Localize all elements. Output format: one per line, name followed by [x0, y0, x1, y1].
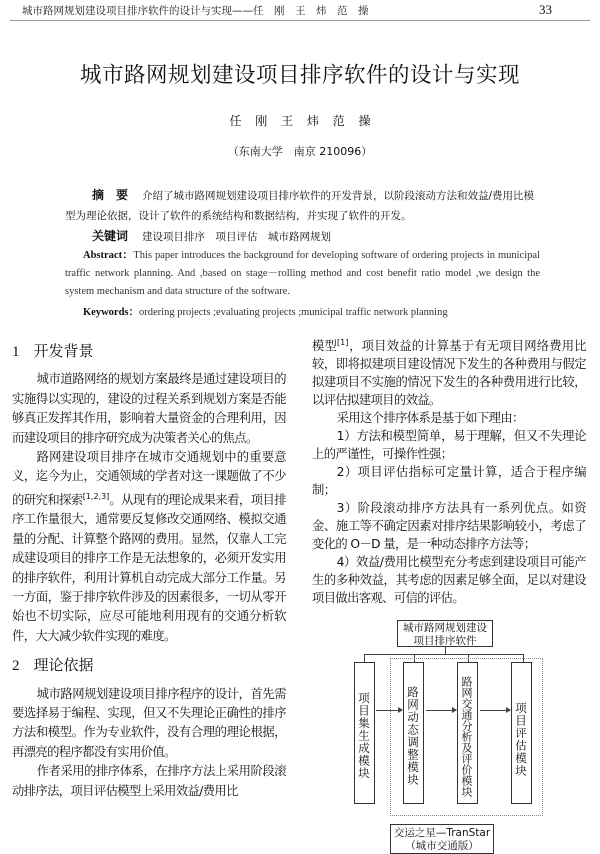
- header-rule: [10, 20, 590, 21]
- paragraph: 城市道路网络的规划方案最终是通过建设项目的实施得以实现的，建设的过程关系到规划方案是否能够真正发挥其作用，影响着大量资金的合理利用，因而建设项目的排序研究成为决策者关心的焦点。: [12, 372, 286, 445]
- left-column: [12, 342, 286, 801]
- paragraph: 路网建设项目排序在城市交通规划中的重要意义，迄今为止，交通领域的学者对这一课题做了不少的研究和探索[1,2,3]。从现有的理论成果来看，项目排序工作量很大，通常要反复修改交通网络、模拟交通量的分配、计算整个路网的费用。显然，仅靠人工完成建设项目的排序工作是无法想象的，必须开发实用的排序软件，利用计算机自动完成大部分工作量。另一方面，鉴于排序软件涉及的因素很多，一切从零开始也不切实际，应尽可能地利用现有的交通分析软件，大大减少软件实现的难度。: [12, 450, 286, 643]
- reason-item: 2）项目评估指标可定量计算，适合于程序编制；: [312, 465, 586, 498]
- abstract-label: 摘 要: [92, 188, 129, 202]
- abstract-en-text: This paper introduces the background for developing software of ordering projects in municipal traffic network planning. And ,based on stage－rolling method and cost benefit ratio model ,we design the system mechanism and data structure of the software.: [65, 250, 540, 297]
- module-box: 项目评估模块: [511, 662, 532, 804]
- citation: [1]: [337, 338, 349, 347]
- abstract-block: [65, 185, 540, 322]
- reason-item: 3）阶段滚动排序方法具有一系列优点。如资金、施工等不确定因素对排序结果影响较小，考虑了变化的 O－D 量，是一种动态排序方法等；: [312, 501, 586, 552]
- paragraph-continued: 模型[1]，项目效益的计算基于有无项目网络费用比较，即将拟建项目建设情况下发生的各种费用与假定拟建项目不实施的情况下发生的各种费用进行比较，以评估拟建项目的效益。: [312, 338, 586, 408]
- reason-item: 4）效益/费用比模型充分考虑到建设项目可能产生的多种效益，其考虑的因素足够全面，足以对建设项目做出客观、可信的评估。: [312, 555, 586, 606]
- keywords-cn: [65, 226, 540, 247]
- arrow-icon: [426, 710, 456, 711]
- paper-title: 城市路网规划建设项目排序软件的设计与实现: [79, 63, 520, 88]
- section-1-heading: 1 开发背景: [12, 342, 94, 360]
- keywords-label: 关键词: [92, 229, 129, 243]
- paragraph: 城市路网规划建设项目排序程序的设计，首先需要选择易于编程、实现，但又不失理论正确性的排序方法和模型。作为专业软件，没有合理的理论根据，再漂亮的程序都没有实用价值。: [12, 686, 286, 759]
- paragraph: 作者采用的排序体系，在排序方法上采用阶段滚动排序法，项目评估模型上采用效益/费用比: [12, 764, 286, 798]
- abstract-text: 介绍了城市路网规划建设项目排序软件的开发背景，以阶段滚动方法和效益/费用比模型为理论依据，设计了软件的系统结构和数据结构，并实现了软件的开发。: [65, 190, 535, 222]
- section-2-heading: 2 理论依据: [12, 656, 94, 675]
- keywords-text: 建设项目排序 项目评估 城市路网规划: [142, 231, 332, 243]
- arrow-icon: [480, 710, 510, 711]
- figure-top-box: 城市路网规划建设项目排序软件: [397, 620, 493, 647]
- abstract-en: [65, 247, 540, 301]
- abstract-en-label: Abstract：: [83, 250, 134, 261]
- page-number: 33: [539, 2, 552, 17]
- figure-bottom-box: 交运之星—TranStar （城市交通版）: [390, 824, 494, 854]
- module-box: 路网交通分析及评价模块: [457, 662, 478, 804]
- reason-item: 1）方法和模型简单，易于理解，但又不失理论上的严谨性，可操作性强；: [312, 429, 586, 462]
- module-box: 路网动态调整模块: [403, 662, 424, 804]
- authors: 任 刚 王 炜 范 操: [229, 114, 371, 128]
- affiliation: （东南大学 南京 210096）: [227, 145, 373, 158]
- paragraph: 采用这个排序体系是基于如下理由：: [336, 411, 524, 426]
- abstract-cn: [65, 185, 540, 226]
- module-box: 项目集生成模块: [354, 662, 375, 804]
- citation: [1,2,3]: [82, 491, 110, 501]
- keywords-en-label: Keywords：: [83, 307, 139, 318]
- right-column: [312, 334, 586, 607]
- keywords-en: [65, 304, 540, 322]
- keywords-en-text: ordering projects ;evaluating projects ;municipal traffic network planning: [139, 307, 448, 318]
- arrow-icon: [376, 710, 402, 711]
- running-header: 城市路网规划建设项目排序软件的设计与实现——任 刚 王 炜 范 操: [22, 5, 369, 17]
